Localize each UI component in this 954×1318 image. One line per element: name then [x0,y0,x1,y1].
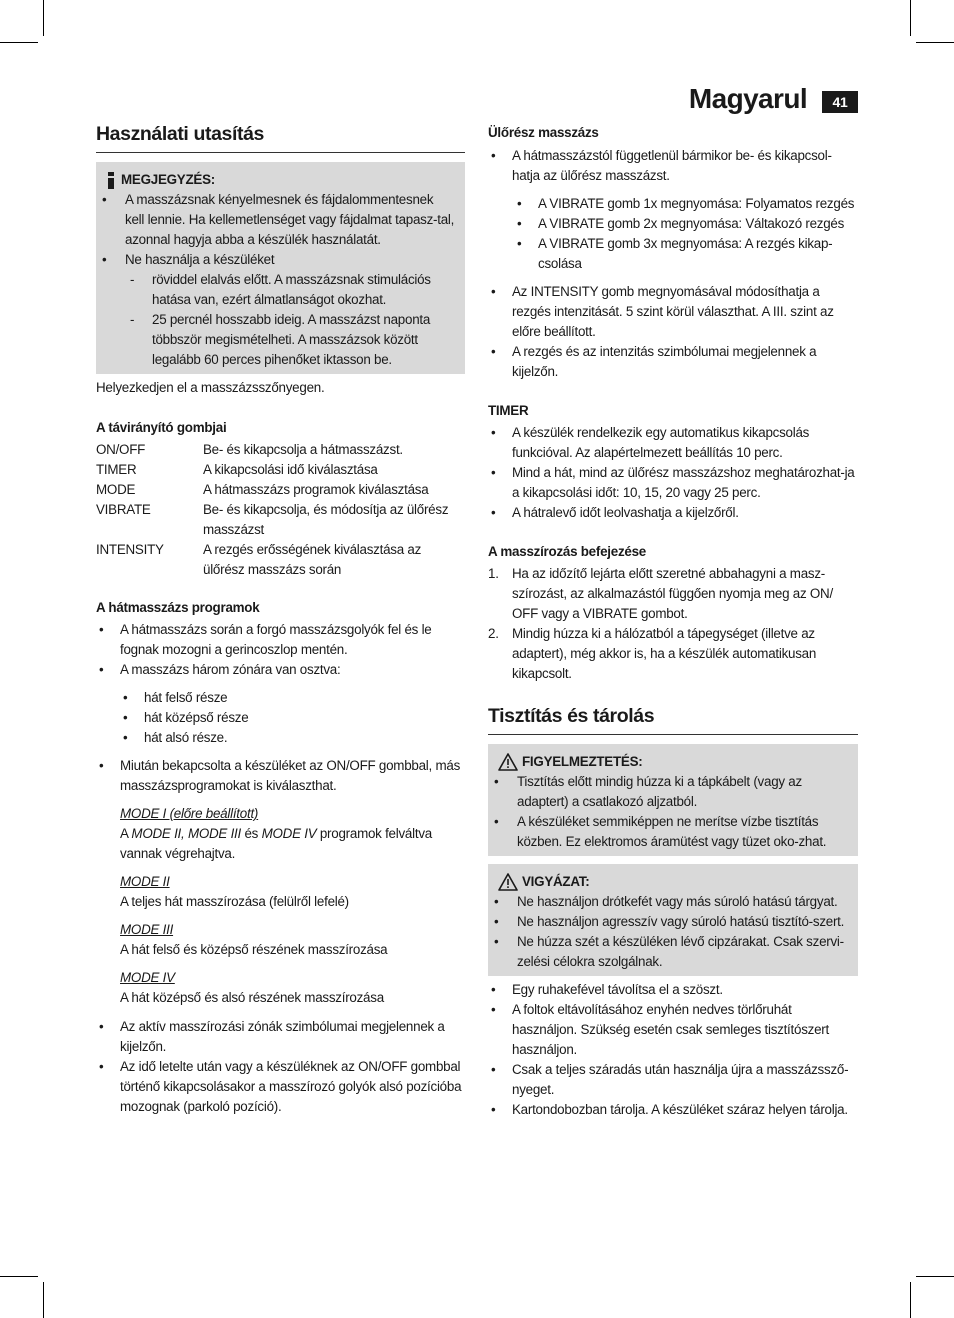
warning-triangle-icon [498,873,518,891]
key-name: ON/OFF [96,442,146,457]
list-item: - röviddel elalvás előtt. A masszázsnak stimulációs hatása van, ezért álmatlanságot okozhat. [125,270,455,310]
mode-1-block [120,804,465,864]
crop-mark [916,1276,954,1277]
list-item: • Ne húzza szét a készüléken lévő cipzárakat. Csak szervi-zelési célokra szolgálnak. [498,932,848,972]
section-title-cleaning: Tisztítás és tárolás [488,705,858,735]
list-item: • A készüléket semmiképpen ne merítse vízbe tisztítás közben. Ez elektromos áramütést vagy tüzet oko-zhat. [498,812,848,852]
list-item-text: Mindig húzza ki a hálózatból a tápegységet (illetve az adaptert), még akkor is, ha a készülék automatikusan kikapcsolt. [512,626,817,681]
intro-text: Helyezkedjen el a masszázsszőnyegen. [96,380,325,395]
list-item-text: A hátmasszázstól függetlenül bármikor be- és kikapcsol-hatja az ülőrész masszázst. [512,148,832,183]
note-title [106,170,455,190]
list-item: • A rezgés és az intenzitás szimbólumai megjelennek a kijelzőn. [488,342,858,382]
note-list [106,190,455,370]
list-item [106,250,455,370]
mode-4-desc: A hát középső és alsó részének masszírozása [120,990,384,1005]
warning-title-label: FIGYELMEZTETÉS: [522,754,643,769]
key-name: VIBRATE [96,502,151,517]
list-item: - 25 percnél hosszabb ideig. A masszázst naponta többször megismételheti. A masszázsok között legalább 60 perces pihenőket iktasson be. [125,310,455,370]
list-item: • A hátralevő időt leolvashatja a kijelzőről. [488,503,858,523]
list-item [96,756,465,1008]
list-item [96,660,465,748]
caution-list [498,892,848,972]
mode-2-block [120,872,465,912]
crop-mark [0,1276,38,1277]
list-item: • A VIBRATE gomb 1x megnyomása: Folyamatos rezgés [514,194,858,214]
text-span: A [120,826,132,841]
key-desc: A kikapcsolási idő kiválasztása [203,462,378,477]
back-program-heading: A hátmasszázs programok [96,600,260,615]
list-item: • Egy ruhakefével távolítsa el a szöszt. [488,980,858,1000]
crop-mark [43,1282,44,1318]
dash-list [125,270,455,370]
list-item: • A foltok eltávolításához enyhén nedves törlőruhát használjon. Szükség esetén csak semleges tisztítószert használjon. [488,1000,858,1060]
mode-4-title: MODE IV [120,970,175,985]
crop-mark [43,0,44,36]
note-box [96,162,465,374]
warning-triangle-icon [498,753,518,771]
note-title-label: MEGJEGYZÉS: [121,172,215,187]
remote-heading: A távirányító gombjai [96,420,227,435]
end-list [488,564,858,684]
seat-heading: Ülőrész masszázs [488,125,599,140]
list-item: • A masszázsnak kényelmesnek és fájdalommentesnek kell lennie. Ha kellemetlenséget vagy fájdalmat tapasz-tal, azonnal hagyja abba a készülék használatát. [106,190,455,250]
key-name: MODE [96,482,136,497]
list-item: • Ne használjon drótkefét vagy más súroló hatású tárgyat. [498,892,848,912]
crop-mark [910,0,911,36]
right-column [488,0,858,1120]
text-span: MODE IV [261,826,317,841]
seat-list [488,146,858,382]
mode-3-desc: A hát felső és középső részének masszírozása [120,942,388,957]
caution-title [498,872,848,892]
list-item [488,624,858,684]
list-item: • Csak a teljes száradás után használja újra a masszázssző-nyeget. [488,1060,858,1100]
list-item: • A hátmasszázs során a forgó masszázsgolyók fel és le fognak mozogni a gerincoszlop mentén. [96,620,465,660]
caution-title-label: VIGYÁZAT: [522,874,590,889]
list-item: • A VIBRATE gomb 2x megnyomása: Váltakozó rezgés [514,214,858,234]
list-item-text: Ha az időzítő lejárta előtt szeretné abbahagyni a masz-szírozást, az alkalmazástól függően nyomja meg az ON/ OFF vagy a VIBRATE gombot. [512,566,833,621]
list-item: • Kartondobozban tárolja. A készüléket száraz helyen tárolja. [488,1100,858,1120]
mode-2-title: MODE II [120,874,170,889]
list-item [488,146,858,274]
key-desc: A rezgés erősségének kiválasztása az ülőrész masszázs során [203,542,422,577]
timer-heading: TIMER [488,403,529,418]
key-name: INTENSITY [96,542,164,557]
crop-mark [0,42,38,43]
remote-key-table [96,440,465,580]
back-program-list [96,620,465,1008]
vibrate-list [514,194,858,274]
mode-3-block [120,920,465,960]
list-item: • A készülék rendelkezik egy automatikus kikapcsolás funkcióval. Az alapértelmezett beállítás 10 perc. [488,423,858,463]
crop-mark [910,1282,911,1318]
text-span: és [241,826,262,841]
key-desc: Be- és kikapcsolja a hátmasszázst. [203,442,403,457]
key-desc: A hátmasszázs programok kiválasztása [203,482,429,497]
zone-list [120,688,465,748]
caution-box [488,864,858,976]
left-column [96,0,465,1117]
mode-1-desc [120,824,465,864]
list-item: • Az idő letelte után vagy a készüléknek az ON/OFF gombbal történő kikapcsolásakor a masszírozó golyók alsó pozícióba mozognak (parkoló pozíció). [96,1057,465,1117]
list-number: 1. [488,566,499,581]
text-span: programok felváltva vannak végrehajtva. [120,826,432,861]
text-span: MODE II, MODE III [131,826,241,841]
page-header-title: Magyarul [688,83,807,114]
list-item: • A VIBRATE gomb 3x megnyomása: A rezgés kikap-csolása [514,234,858,274]
warning-title [498,752,848,772]
cleaning-list [488,980,858,1120]
crop-mark [916,42,954,43]
list-item-text: Miután bekapcsolta a készüléket az ON/OFF gombbal, más masszázsprogramokat is kiválaszthat. [120,758,461,793]
list-item: • Mind a hát, mind az ülőrész masszázshoz meghatározhat-ja a kikapcsolási időt: 10, 15, 20 vagy 25 perc. [488,463,858,503]
key-desc: Be- és kikapcsolja, és módosítja az ülőrész masszázst [203,502,449,537]
key-name: TIMER [96,462,137,477]
end-heading: A masszírozás befejezése [488,544,646,559]
list-item: • hát középső része [120,708,465,728]
list-item: • Tisztítás előtt mindig húzza ki a tápkábelt (vagy az adaptert) a csatlakozó aljzatból. [498,772,848,812]
page-number-badge: 41 [822,91,858,113]
final-list [96,1017,465,1117]
mode-2-desc: A teljes hát masszírozása (felülről lefelé) [120,894,349,909]
list-item: • hát alsó része. [120,728,465,748]
mode-4-block [120,968,465,1008]
list-item [488,564,858,624]
list-item: • Az aktív masszírozási zónák szimbólumai megjelennek a kijelzőn. [96,1017,465,1057]
warning-list [498,772,848,852]
list-item: • Az INTENSITY gomb megnyomásával módosíthatja a rezgés intenzitását. 5 szint körül választhat. A III. szint az előre beállított. [488,282,858,342]
list-number: 2. [488,626,499,641]
info-icon [106,172,117,189]
warning-box [488,744,858,856]
mode-3-title: MODE III [120,922,174,937]
list-item-text: A masszázs három zónára van osztva: [120,662,341,677]
list-item-text: Ne használja a készüléket [125,252,275,267]
timer-list [488,423,858,523]
mode-1-title: MODE I (előre beállított) [120,806,259,821]
section-title-usage: Használati utasítás [96,123,465,153]
list-item: • hát felső része [120,688,465,708]
list-item: • Ne használjon agresszív vagy súroló hatású tisztító-szert. [498,912,848,932]
